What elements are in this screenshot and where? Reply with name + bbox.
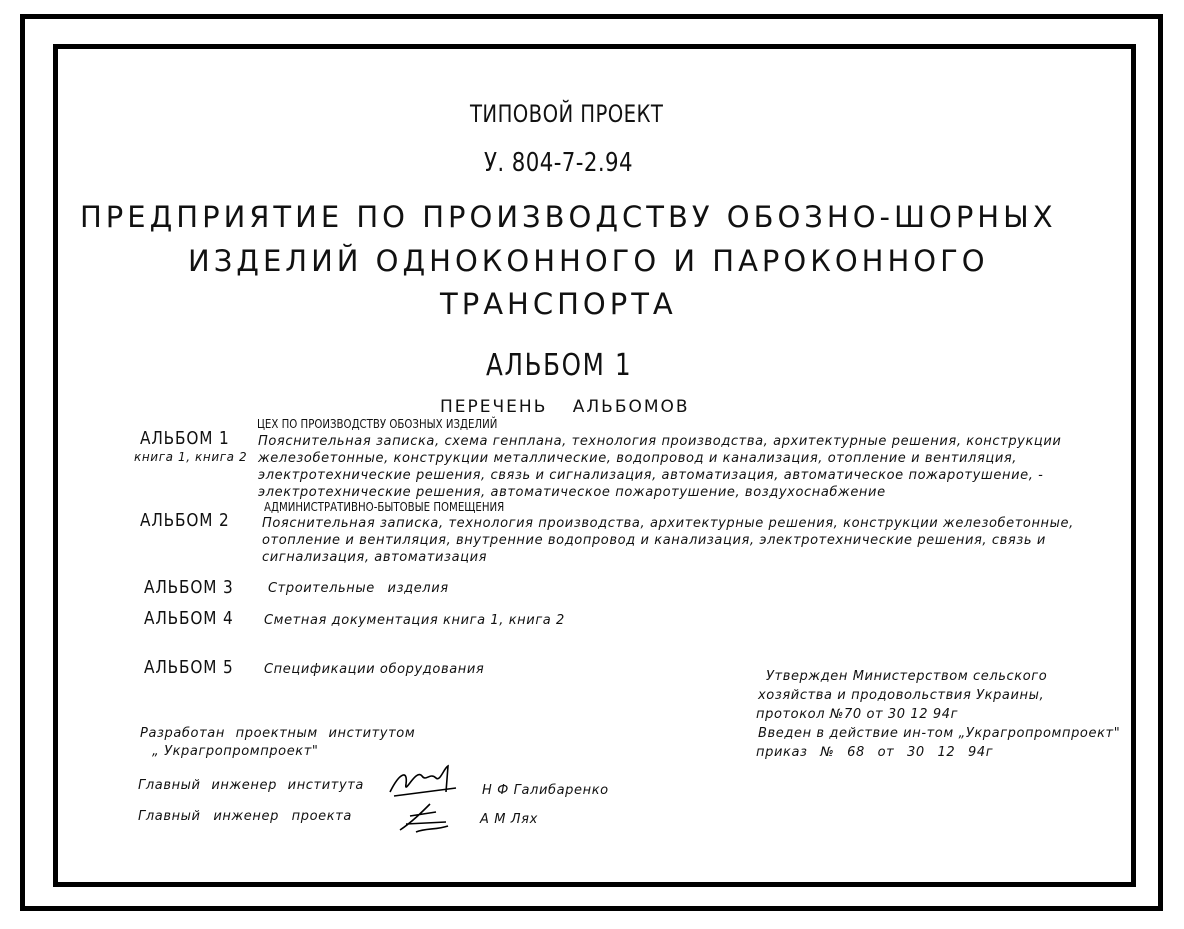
album-5-label: АЛЬБОМ 5 [144,657,234,678]
developer-line-2: „ Украгропромпроект" [152,744,319,759]
album-1-line-2: железобетонные, конструкции металлические, водопровод и канализация, отопление и вентиляция, [258,451,1018,466]
album-heading: АЛЬБОМ 1 [486,348,633,383]
album-2-line-1: Пояснительная записка, технология производства, архитектурные решения, конструкции железобетонные, [262,516,1074,531]
approval-line-1: Утвержден Министерством сельского [766,669,1048,684]
signatory-2-role: Главный инженер проекта [138,809,352,824]
album-1-label: АЛЬБОМ 1 [140,428,230,449]
album-2-label: АЛЬБОМ 2 [140,510,230,531]
album-1-section: ЦЕХ ПО ПРОИЗВОДСТВУ ОБОЗНЫХ ИЗДЕЛИЙ [257,417,498,431]
album-4-label: АЛЬБОМ 4 [144,608,234,629]
signatory-1-role: Главный инженер института [138,778,364,793]
approval-line-5: приказ № 68 от 30 12 94г [756,745,994,760]
signatory-1-name: Н Ф Галибаренко [482,783,609,798]
title-line-3: ТРАНСПОРТА [440,287,677,321]
project-number: У. 804-7-2.94 [484,148,633,178]
signature-1 [386,762,466,802]
album-1-sublabel: книга 1, книга 2 [134,450,248,464]
title-line-2: ИЗДЕЛИЙ ОДНОКОННОГО И ПАРОКОННОГО [188,244,989,278]
album-5-line-1: Спецификации оборудования [264,662,485,677]
album-3-label: АЛЬБОМ 3 [144,577,234,598]
approval-line-4: Введен в действие ин-том „Украгропромпроект" [758,726,1121,741]
album-2-line-3: сигнализация, автоматизация [262,550,488,565]
album-4-line-1: Сметная документация книга 1, книга 2 [264,613,565,628]
signatory-2-name: А М Лях [480,812,538,827]
album-1-line-1: Пояснительная записка, схема генплана, технология производства, архитектурные решения, конструкции [258,434,1062,449]
album-2-section: АДМИНИСТРАТИВНО-БЫТОВЫЕ ПОМЕЩЕНИЯ [264,500,505,514]
title-line-1: ПРЕДПРИЯТИЕ ПО ПРОИЗВОДСТВУ ОБОЗНО-ШОРНЫХ [80,200,1057,234]
list-heading: ПЕРЕЧЕНЬ АЛЬБОМОВ [440,397,690,417]
album-1-line-4: электротехнические решения, автоматическое пожаротушение, воздухоснабжение [258,485,886,500]
approval-line-2: хозяйства и продовольствия Украины, [758,688,1045,703]
developer-line-1: Разработан проектным институтом [140,726,416,741]
project-type: ТИПОВОЙ ПРОЕКТ [470,100,664,128]
signature-2 [396,800,456,836]
album-2-line-2: отопление и вентиляция, внутренние водопровод и канализация, электротехнические решения, связь и [262,533,1046,548]
album-3-line-1: Строительные изделия [268,581,449,596]
approval-line-3: протокол №70 от 30 12 94г [756,707,959,722]
album-1-line-3: электротехнические решения, связь и сигнализация, автоматизация, автоматическое пожаротушение, - [258,468,1044,483]
